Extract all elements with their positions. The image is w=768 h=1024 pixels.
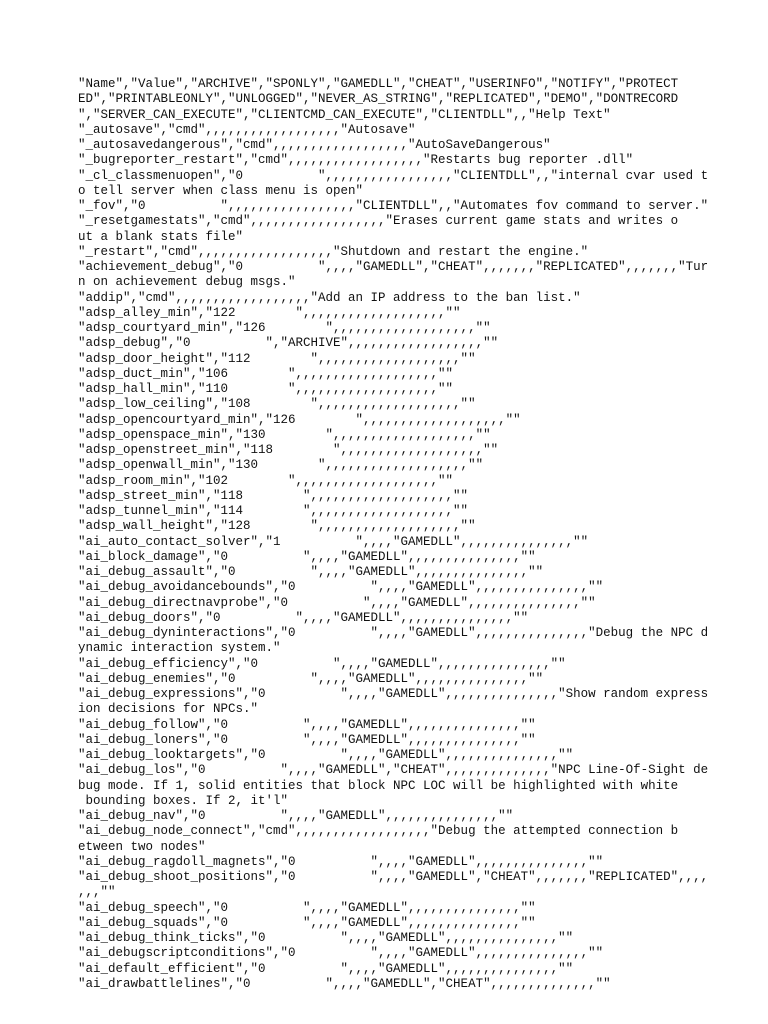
text-line: ED","PRINTABLEONLY","UNLOGGED","NEVER_AS_STRING","REPLICATED","DEMO","DONTRECORD [78,92,679,107]
text-line: "_restart","cmd",,,,,,,,,,,,,,,,,,"Shutdown and restart the engine." [78,244,589,259]
text-line: "ai_default_efficient","0 ",,,,"GAMEDLL",,,,,,,,,,,,,,,"" [78,961,574,976]
text-line: "addip","cmd",,,,,,,,,,,,,,,,,,"Add an IP address to the ban list." [78,290,581,305]
text-line: "adsp_hall_min","110 ",,,,,,,,,,,,,,,,,,,"" [78,382,454,396]
text-line: "ai_debug_shoot_positions","0 ",,,,"GAMEDLL","CHEAT",,,,,,,"REPLICATED",,,, [78,870,709,884]
text-line: "ai_debug_speech","0 ",,,,"GAMEDLL",,,,,,,,,,,,,,,"" [78,900,536,915]
text-line: ut a blank stats file" [78,229,244,244]
text-line: "ai_debug_node_connect","cmd",,,,,,,,,,,,,,,,,,"Debug the attempted connection b [78,824,679,839]
text-line: "adsp_opencourtyard_min","126 ",,,,,,,,,,,,,,,,,,,"" [78,412,521,427]
text-line: "_cl_classmenuopen","0 ",,,,,,,,,,,,,,,,,"CLIENTDLL",,"internal cvar used t [78,168,709,183]
text-line: "ai_debug_los","0 ",,,,"GAMEDLL","CHEAT",,,,,,,,,,,,,,"NPC Line-Of-Sight de [78,763,709,778]
text-line: "ai_debug_looktargets","0 ",,,,"GAMEDLL",,,,,,,,,,,,,,,"" [78,748,574,762]
text-line: "adsp_room_min","102 ",,,,,,,,,,,,,,,,,,,"" [78,473,454,488]
text-line: "ai_debugscriptconditions","0 ",,,,"GAMEDLL",,,,,,,,,,,,,,,"" [78,946,604,961]
text-line: ion decisions for NPCs." [78,702,259,717]
text-line: etween two nodes" [78,839,206,854]
text-line: "ai_debug_enemies","0 ",,,,"GAMEDLL",,,,,,,,,,,,,,,"" [78,671,544,686]
text-line: "adsp_openstreet_min","118 ",,,,,,,,,,,,,,,,,,,"" [78,443,499,457]
text-line: "_resetgamestats","cmd",,,,,,,,,,,,,,,,,,"Erases current game stats and writes o [78,214,679,229]
text-line: "ai_debug_efficiency","0 ",,,,"GAMEDLL",,,,,,,,,,,,,,,"" [78,656,566,671]
text-line: "ai_debug_expressions","0 ",,,,"GAMEDLL",,,,,,,,,,,,,,,"Show random express [78,687,709,701]
text-line: "adsp_courtyard_min","126 ",,,,,,,,,,,,,,,,,,,"" [78,321,491,335]
text-line: "adsp_debug","0 ","ARCHIVE",,,,,,,,,,,,,,,,,,"" [78,336,499,351]
text-line: "ai_debug_think_ticks","0 ",,,,"GAMEDLL",,,,,,,,,,,,,,,"" [78,931,574,945]
text-line: "adsp_wall_height","128 ",,,,,,,,,,,,,,,,,,,"" [78,519,476,534]
text-line: ,,,"" [78,885,116,900]
text-line: "_autosavedangerous","cmd",,,,,,,,,,,,,,,,,,"AutoSaveDangerous" [78,138,551,152]
text-line: "_autosave","cmd",,,,,,,,,,,,,,,,,,"Autosave" [78,122,416,137]
text-line: "adsp_openspace_min","130 ",,,,,,,,,,,,,,,,,,,"" [78,427,491,442]
text-line: ","SERVER_CAN_EXECUTE","CLIENTCMD_CAN_EXECUTE","CLIENTDLL",,"Help Text" [78,107,611,122]
text-line: "ai_debug_nav","0 ",,,,"GAMEDLL",,,,,,,,,,,,,,,"" [78,809,514,823]
text-line: "ai_debug_assault","0 ",,,,"GAMEDLL",,,,,,,,,,,,,,,"" [78,565,544,579]
text-line: o tell server when class menu is open" [78,183,364,198]
text-line: "ai_debug_follow","0 ",,,,"GAMEDLL",,,,,,,,,,,,,,,"" [78,717,536,732]
text-line: n on achievement debug msgs." [78,275,296,290]
text-line: "_bugreporter_restart","cmd",,,,,,,,,,,,,,,,,,"Restarts bug reporter .dll" [78,153,634,168]
text-line: "_fov","0 ",,,,,,,,,,,,,,,,,"CLIENTDLL",,"Automates fov command to server." [78,199,709,213]
text-line: bounding boxes. If 2, it'l" [78,793,289,808]
text-line: bug mode. If 1, solid entities that block NPC LOC will be highlighted with white [78,778,679,793]
text-line: "adsp_tunnel_min","114 ",,,,,,,,,,,,,,,,,,,"" [78,504,469,518]
text-line: "adsp_openwall_min","130 ",,,,,,,,,,,,,,,,,,,"" [78,458,484,473]
text-line: "adsp_duct_min","106 ",,,,,,,,,,,,,,,,,,,"" [78,366,454,381]
text-line: "ai_debug_directnavprobe","0 ",,,,"GAMEDLL",,,,,,,,,,,,,,,"" [78,595,596,610]
text-line: "ai_debug_ragdoll_magnets","0 ",,,,"GAMEDLL",,,,,,,,,,,,,,,"" [78,854,604,869]
text-line: "ai_debug_doors","0 ",,,,"GAMEDLL",,,,,,,,,,,,,,,"" [78,610,529,625]
text-line: "ai_block_damage","0 ",,,,"GAMEDLL",,,,,,,,,,,,,,,"" [78,549,536,564]
text-line: "achievement_debug","0 ",,,,"GAMEDLL","CHEAT",,,,,,,"REPLICATED",,,,,,,"Tur [78,260,709,274]
text-line: "ai_drawbattlelines","0 ",,,,"GAMEDLL","CHEAT",,,,,,,,,,,,,,"" [78,976,611,991]
text-line: "Name","Value","ARCHIVE","SPONLY","GAMEDLL","CHEAT","USERINFO","NOTIFY","PROTECT [78,77,679,91]
text-line: "ai_debug_avoidancebounds","0 ",,,,"GAMEDLL",,,,,,,,,,,,,,,"" [78,580,604,595]
text-line: "adsp_street_min","118 ",,,,,,,,,,,,,,,,,,,"" [78,488,469,503]
text-line: "ai_debug_dyninteractions","0 ",,,,"GAMEDLL",,,,,,,,,,,,,,,"Debug the NPC d [78,626,709,640]
csv-text-body [78,77,709,992]
text-line: "adsp_door_height","112 ",,,,,,,,,,,,,,,,,,,"" [78,351,476,366]
text-line: ynamic interaction system." [78,641,281,656]
text-line: "adsp_low_ceiling","108 ",,,,,,,,,,,,,,,,,,,"" [78,397,476,412]
text-line: "ai_debug_squads","0 ",,,,"GAMEDLL",,,,,,,,,,,,,,,"" [78,915,536,930]
text-line: "ai_auto_contact_solver","1 ",,,,"GAMEDLL",,,,,,,,,,,,,,,"" [78,534,589,549]
text-line: "ai_debug_loners","0 ",,,,"GAMEDLL",,,,,,,,,,,,,,,"" [78,732,536,747]
text-line: "adsp_alley_min","122 ",,,,,,,,,,,,,,,,,,,"" [78,305,461,320]
